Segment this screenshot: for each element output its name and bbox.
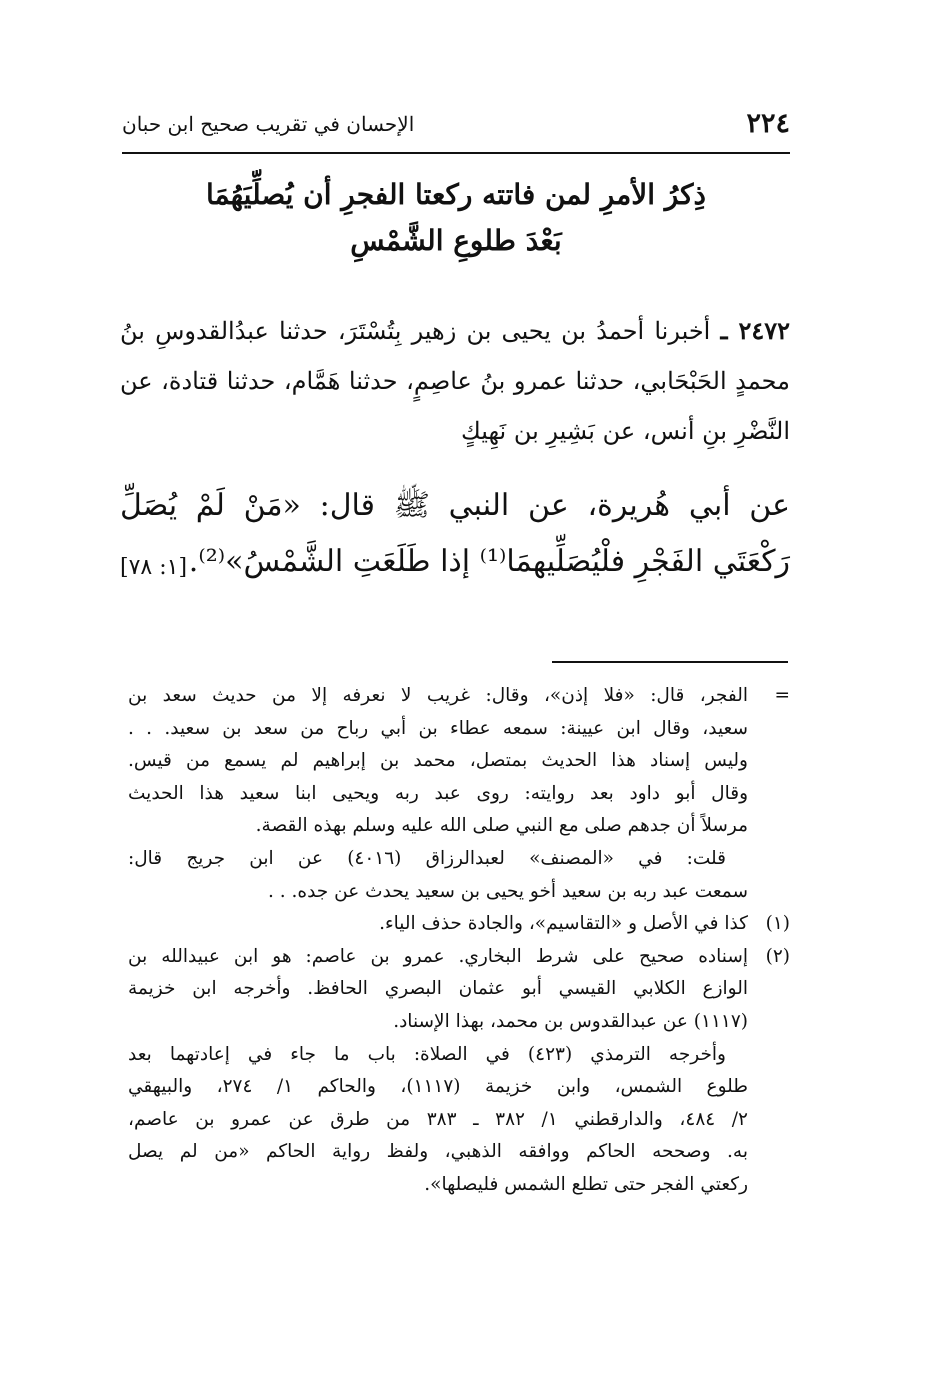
footnote-separator [552, 661, 788, 663]
footnote-line: طلوع الشمس، وابن خزيمة (١١١٧)، والحاكم ١/ ٢٧٤، والبيهقي [128, 1076, 748, 1098]
footnote-line: ٢/ ٤٨٤، والدارقطني ١/ ٣٨٢ ـ ٣٨٣ من طرق عن عمرو بن عاصم، [128, 1108, 748, 1130]
footnote-line: (١١١٧) عن عبدالقدوس بن محمد، بهذا الإسناد. [393, 1010, 748, 1032]
footnote-line: مرسلاً أن جدهم صلى مع النبي صلى الله عليه وسلم بهذه القصة. [255, 815, 748, 837]
hadith-matn [120, 478, 790, 596]
hadith-isnad [120, 306, 790, 456]
matn-text: عن أبي هُريرة، عن النبي ﷺ قال: «مَنْ لَمْ يُصَلِّ رَكْعَتَي الفَجْرِ فلْيُصَلِّيهمَا⁽¹⁾ إذا طَلَعَتِ الشَّمْسُ»⁽²⁾. [120, 488, 790, 579]
isnad-text: أخبرنا أحمدُ بن يحيى بن زهير بِتُسْتَرَ، حدثنا عبدُالقدوسِ بنُ محمدٍ الحَبْحَابي، حدثنا عمرو بنُ عاصِمٍ، حدثنا هَمَّام، حدثنا قتادة، عن النَّضْرِ بنِ أنس، عن بَشِيرِ بن نَهِيكٍ [120, 317, 790, 445]
continuation-mark: = [774, 685, 790, 706]
footnote-1-mark: (١) [765, 913, 790, 935]
footnote-line: الوازع الكلابي القيسي أبو عثمان البصري الحافظ. وأخرجه ابن خزيمة [128, 978, 748, 1000]
footnote-line: وأخرجه الترمذي (٤٢٣) في الصلاة: باب ما جاء في إعادتهما بعد [128, 1043, 726, 1065]
footnote-continuation [128, 680, 790, 843]
footnote-line: سمعت عبد ربه بن سعيد أخو يحيى بن سعيد يحدث عن جده. . . [267, 880, 748, 902]
footnote-qultu [128, 843, 790, 908]
footnote-line: به. وصححه الحاكم ووافقه الذهبي، ولفظ رواية الحاكم «من لم يصل [128, 1141, 748, 1163]
footnote-line: وقال أبو داود بعد روايته: روى عبد ربه ويحيى ابنا سعيد هذا الحديث [128, 782, 748, 804]
footnote-2 [128, 941, 790, 1039]
footnote-1 [128, 908, 790, 941]
hadith-number: ٢٤٧٢ ـ [720, 316, 790, 345]
hadith-reference: [١: ٧٨] [120, 555, 188, 580]
footnote-line: سعيد، وقال ابن عيينة: سمعه عطاء بن أبي رباح من سعد بن سعيد. . . [128, 717, 748, 739]
footnote-line: الفجر، قال: «فلا إذن»، وقال: غريب لا نعرفه إلا من حديث سعد بن [128, 685, 748, 706]
footnote-2-paragraph [128, 1039, 790, 1202]
footnote-line: وليس إسناد هذا الحديث بمتصل، محمد بن إبراهيم لم يسمع من قيس. [128, 750, 748, 772]
page-number: ٢٢٤ [746, 108, 790, 139]
footnote-2-mark: (٢) [765, 945, 790, 967]
header-rule [122, 152, 790, 154]
footnotes [128, 680, 790, 1202]
footnote-line: قلت: في «المصنف» لعبدالرزاق (٤٠١٦) عن ابن جريج قال: [128, 847, 726, 869]
footnote-line: كذا في الأصل و «التقاسيم»، والجادة حذف الياء. [379, 913, 748, 935]
chapter-title-line-2: بَعْدَ طلوعِ الشَّمْسِ [350, 224, 562, 257]
running-title: الإحسان في تقريب صحيح ابن حبان [122, 112, 415, 136]
footnote-line: ركعتي الفجر حتى تطلع الشمس فليصلها». [424, 1173, 748, 1195]
footnote-line: إسناده صحيح على شرط البخاري. عمرو بن عاصم: هو ابن عبيدالله بن [128, 945, 748, 967]
chapter-title-line-1: ذِكرُ الأمرِ لمن فاتته ركعتا الفجرِ أن يُصلِّيَهُمَا [206, 178, 706, 211]
chapter-title [122, 172, 790, 264]
page-header [122, 104, 790, 148]
